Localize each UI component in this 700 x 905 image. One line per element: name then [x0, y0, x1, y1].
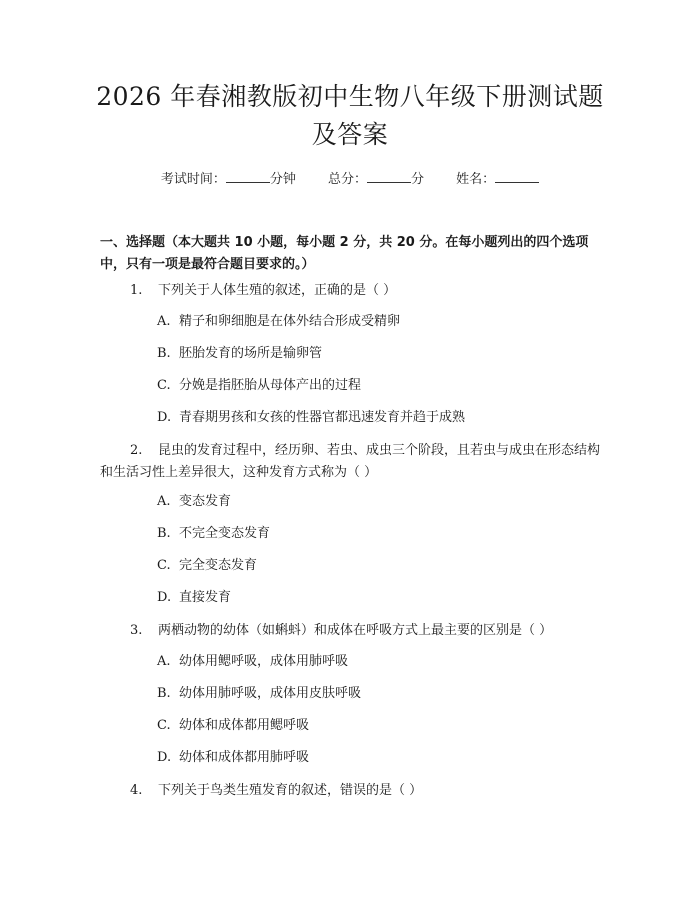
time-blank — [226, 170, 270, 183]
option-3d — [157, 748, 597, 768]
option-letter: D. — [157, 410, 172, 425]
question-3 — [100, 620, 600, 642]
section-header: 一、选择题（本大题共 10 小题，每小题 2 分，共 20 分。在每小题列出的四个选项中，只有一项是最符合题目要求的。） — [100, 235, 589, 272]
option-2c — [157, 556, 597, 576]
option-text: 不完全变态发育 — [179, 526, 271, 541]
option-letter: B. — [157, 346, 171, 361]
question-number: 1. — [130, 283, 143, 298]
question-1 — [100, 280, 600, 302]
question-number: 4. — [130, 783, 143, 798]
name-blank — [495, 170, 539, 183]
question-text: 两栖动物的幼体（如蝌蚪）和成体在呼吸方式上最主要的区别是（ ） — [158, 623, 553, 638]
option-letter: C. — [157, 378, 171, 393]
option-letter: C. — [157, 558, 171, 573]
option-3c — [157, 716, 597, 736]
question-number: 3. — [130, 623, 143, 638]
option-text: 胚胎发育的场所是输卵管 — [179, 346, 323, 361]
title-line-2: 及答案 — [311, 120, 389, 149]
option-letter: D. — [157, 590, 172, 605]
option-text: 青春期男孩和女孩的性器官都迅速发育并趋于成熟 — [179, 410, 466, 425]
option-1d — [157, 408, 597, 428]
exam-title — [60, 78, 640, 154]
title-line-1: 2026 年春湘教版初中生物八年级下册测试题 — [96, 82, 604, 111]
option-letter: C. — [157, 718, 171, 733]
question-text: 昆虫的发育过程中，经历卵、若虫、成虫三个阶段，且若虫与成虫在形态结构和生活习性上差异很大，这种发育方式称为（ ） — [100, 443, 601, 480]
option-letter: D. — [157, 750, 172, 765]
name-label: 姓名： — [456, 172, 496, 187]
option-letter: B. — [157, 686, 171, 701]
option-2d — [157, 588, 597, 608]
option-letter: A. — [157, 494, 171, 509]
time-unit: 分钟 — [269, 172, 296, 187]
exam-meta — [0, 168, 700, 187]
option-text: 分娩是指胚胎从母体产出的过程 — [179, 378, 362, 393]
name-field — [456, 172, 539, 187]
option-letter: A. — [157, 654, 171, 669]
option-1a — [157, 312, 597, 332]
option-text: 完全变态发育 — [179, 558, 258, 573]
option-text: 幼体和成体都用肺呼吸 — [179, 750, 310, 765]
option-text: 精子和卵细胞是在体外结合形成受精卵 — [179, 314, 401, 329]
option-text: 变态发育 — [179, 494, 232, 509]
option-text: 幼体用鳃呼吸，成体用肺呼吸 — [179, 654, 349, 669]
option-letter: A. — [157, 314, 171, 329]
score-unit: 分 — [411, 172, 425, 187]
score-label: 总分： — [327, 172, 367, 187]
time-label: 考试时间： — [160, 172, 226, 187]
option-2b — [157, 524, 597, 544]
option-text: 幼体和成体都用鳃呼吸 — [179, 718, 310, 733]
option-text: 幼体用肺呼吸，成体用皮肤呼吸 — [179, 686, 362, 701]
score-blank — [367, 170, 411, 183]
option-3b — [157, 684, 597, 704]
option-1b — [157, 344, 597, 364]
question-text: 下列关于人体生殖的叙述，正确的是（ ） — [158, 283, 397, 298]
question-2 — [100, 440, 600, 484]
question-number: 2. — [130, 443, 143, 458]
question-text: 下列关于鸟类生殖发育的叙述，错误的是（ ） — [158, 783, 423, 798]
option-1c — [157, 376, 597, 396]
option-letter: B. — [157, 526, 171, 541]
option-text: 直接发育 — [179, 590, 232, 605]
option-2a — [157, 492, 597, 512]
score-field — [328, 172, 428, 187]
time-field — [161, 172, 300, 187]
question-4 — [100, 780, 600, 802]
option-3a — [157, 652, 597, 672]
